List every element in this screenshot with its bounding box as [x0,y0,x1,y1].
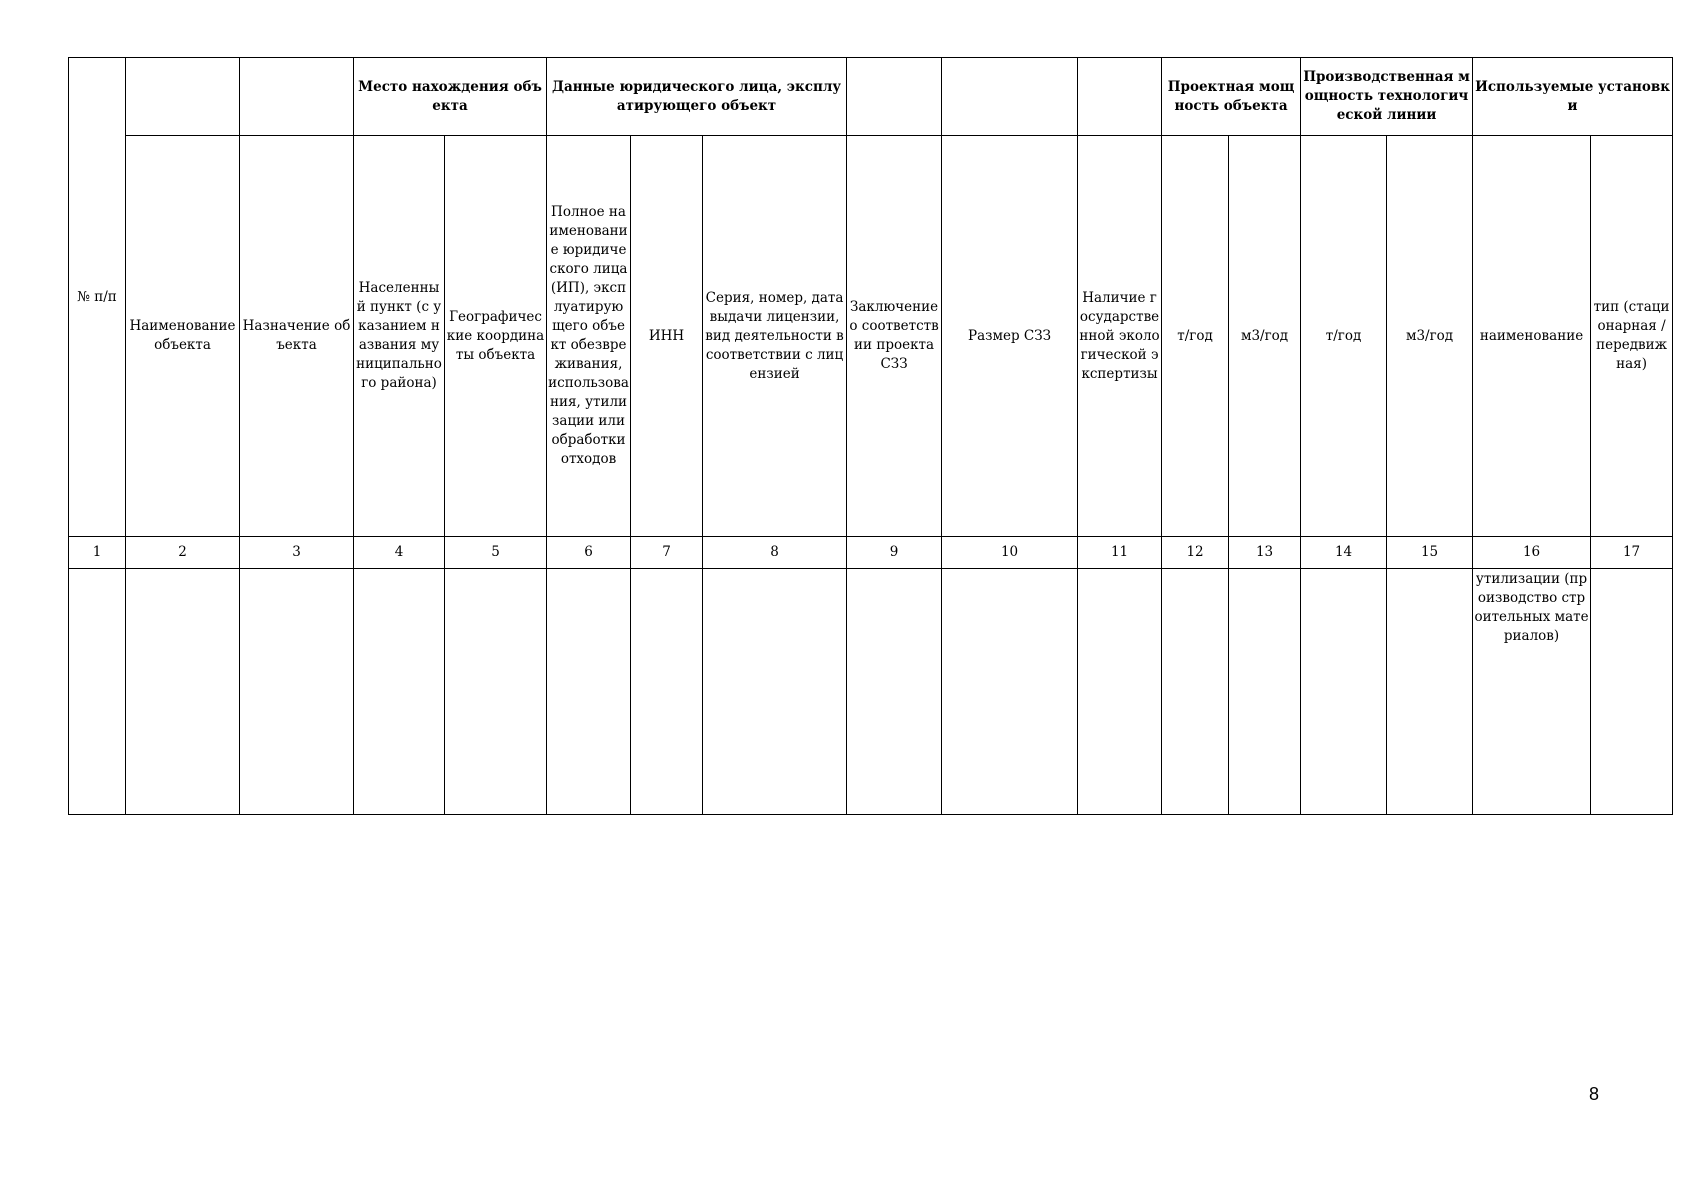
column-number: 3 [240,537,354,569]
column-number: 12 [1162,537,1229,569]
header-settlement: Населенный пункт (с указанием названия муниципального района) [354,136,445,537]
column-number: 10 [942,537,1078,569]
group-header-legal-entity: Данные юридического лица, эксплуатирующего объект [547,58,847,136]
group-header-row [69,58,1673,136]
group-header-empty [942,58,1078,136]
header-design-t-year: т/год [1162,136,1229,537]
group-header-location: Место нахождения объекта [354,58,547,136]
column-number: 7 [631,537,703,569]
data-cell [631,569,703,815]
data-cell [1162,569,1229,815]
column-number: 4 [354,537,445,569]
data-cell [1387,569,1473,815]
header-szz-conclusion: Заключение о соответствии проекта СЗЗ [847,136,942,537]
data-cell [69,569,126,815]
column-number: 11 [1078,537,1162,569]
data-cell [126,569,240,815]
header-installation-name: наименование [1473,136,1591,537]
data-cell [942,569,1078,815]
table-row [69,569,1673,815]
header-legal-entity-name: Полное наименование юридического лица (ИП), эксплуатирующего объект обезвреживания, использования, утилизации или обработки отходов [547,136,631,537]
column-number: 6 [547,537,631,569]
group-header-empty [240,58,354,136]
header-coordinates: Географические координаты объекта [445,136,547,537]
data-cell [1591,569,1673,815]
column-number: 17 [1591,537,1673,569]
column-number: 16 [1473,537,1591,569]
column-number: 2 [126,537,240,569]
column-header-row [69,136,1673,537]
header-production-m3-year: м3/год [1387,136,1473,537]
data-cell [445,569,547,815]
data-cell [847,569,942,815]
header-license: Серия, номер, дата выдачи лицензии, вид деятельности в соответствии с лицензией [703,136,847,537]
column-number: 1 [69,537,126,569]
page-number: 8 [1588,1084,1599,1104]
group-header-empty [847,58,942,136]
data-cell [1301,569,1387,815]
group-header-empty [1078,58,1162,136]
column-number-row [69,537,1673,569]
header-production-t-year: т/год [1301,136,1387,537]
data-cell-installation-name: утилизации (производство строительных материалов) [1473,569,1591,815]
header-row-number: № п/п [69,58,126,537]
data-cell [703,569,847,815]
header-design-m3-year: м3/год [1229,136,1301,537]
data-cell [1078,569,1162,815]
objects-table [68,57,1673,815]
column-number: 13 [1229,537,1301,569]
header-szz-size: Размер СЗЗ [942,136,1078,537]
group-header-production-capacity: Производственная мощность технологической линии [1301,58,1473,136]
data-cell [1229,569,1301,815]
column-number: 8 [703,537,847,569]
header-inn: ИНН [631,136,703,537]
column-number: 15 [1387,537,1473,569]
group-header-empty [126,58,240,136]
group-header-installations: Используемые установки [1473,58,1673,136]
group-header-design-capacity: Проектная мощность объекта [1162,58,1301,136]
header-installation-type: тип (стационарная / передвижная) [1591,136,1673,537]
header-object-purpose: Назначение объекта [240,136,354,537]
header-eco-expertise: Наличие государственной экологической экспертизы [1078,136,1162,537]
header-object-name: Наименование объекта [126,136,240,537]
column-number: 14 [1301,537,1387,569]
data-cell [240,569,354,815]
column-number: 9 [847,537,942,569]
data-cell [354,569,445,815]
column-number: 5 [445,537,547,569]
data-cell [547,569,631,815]
